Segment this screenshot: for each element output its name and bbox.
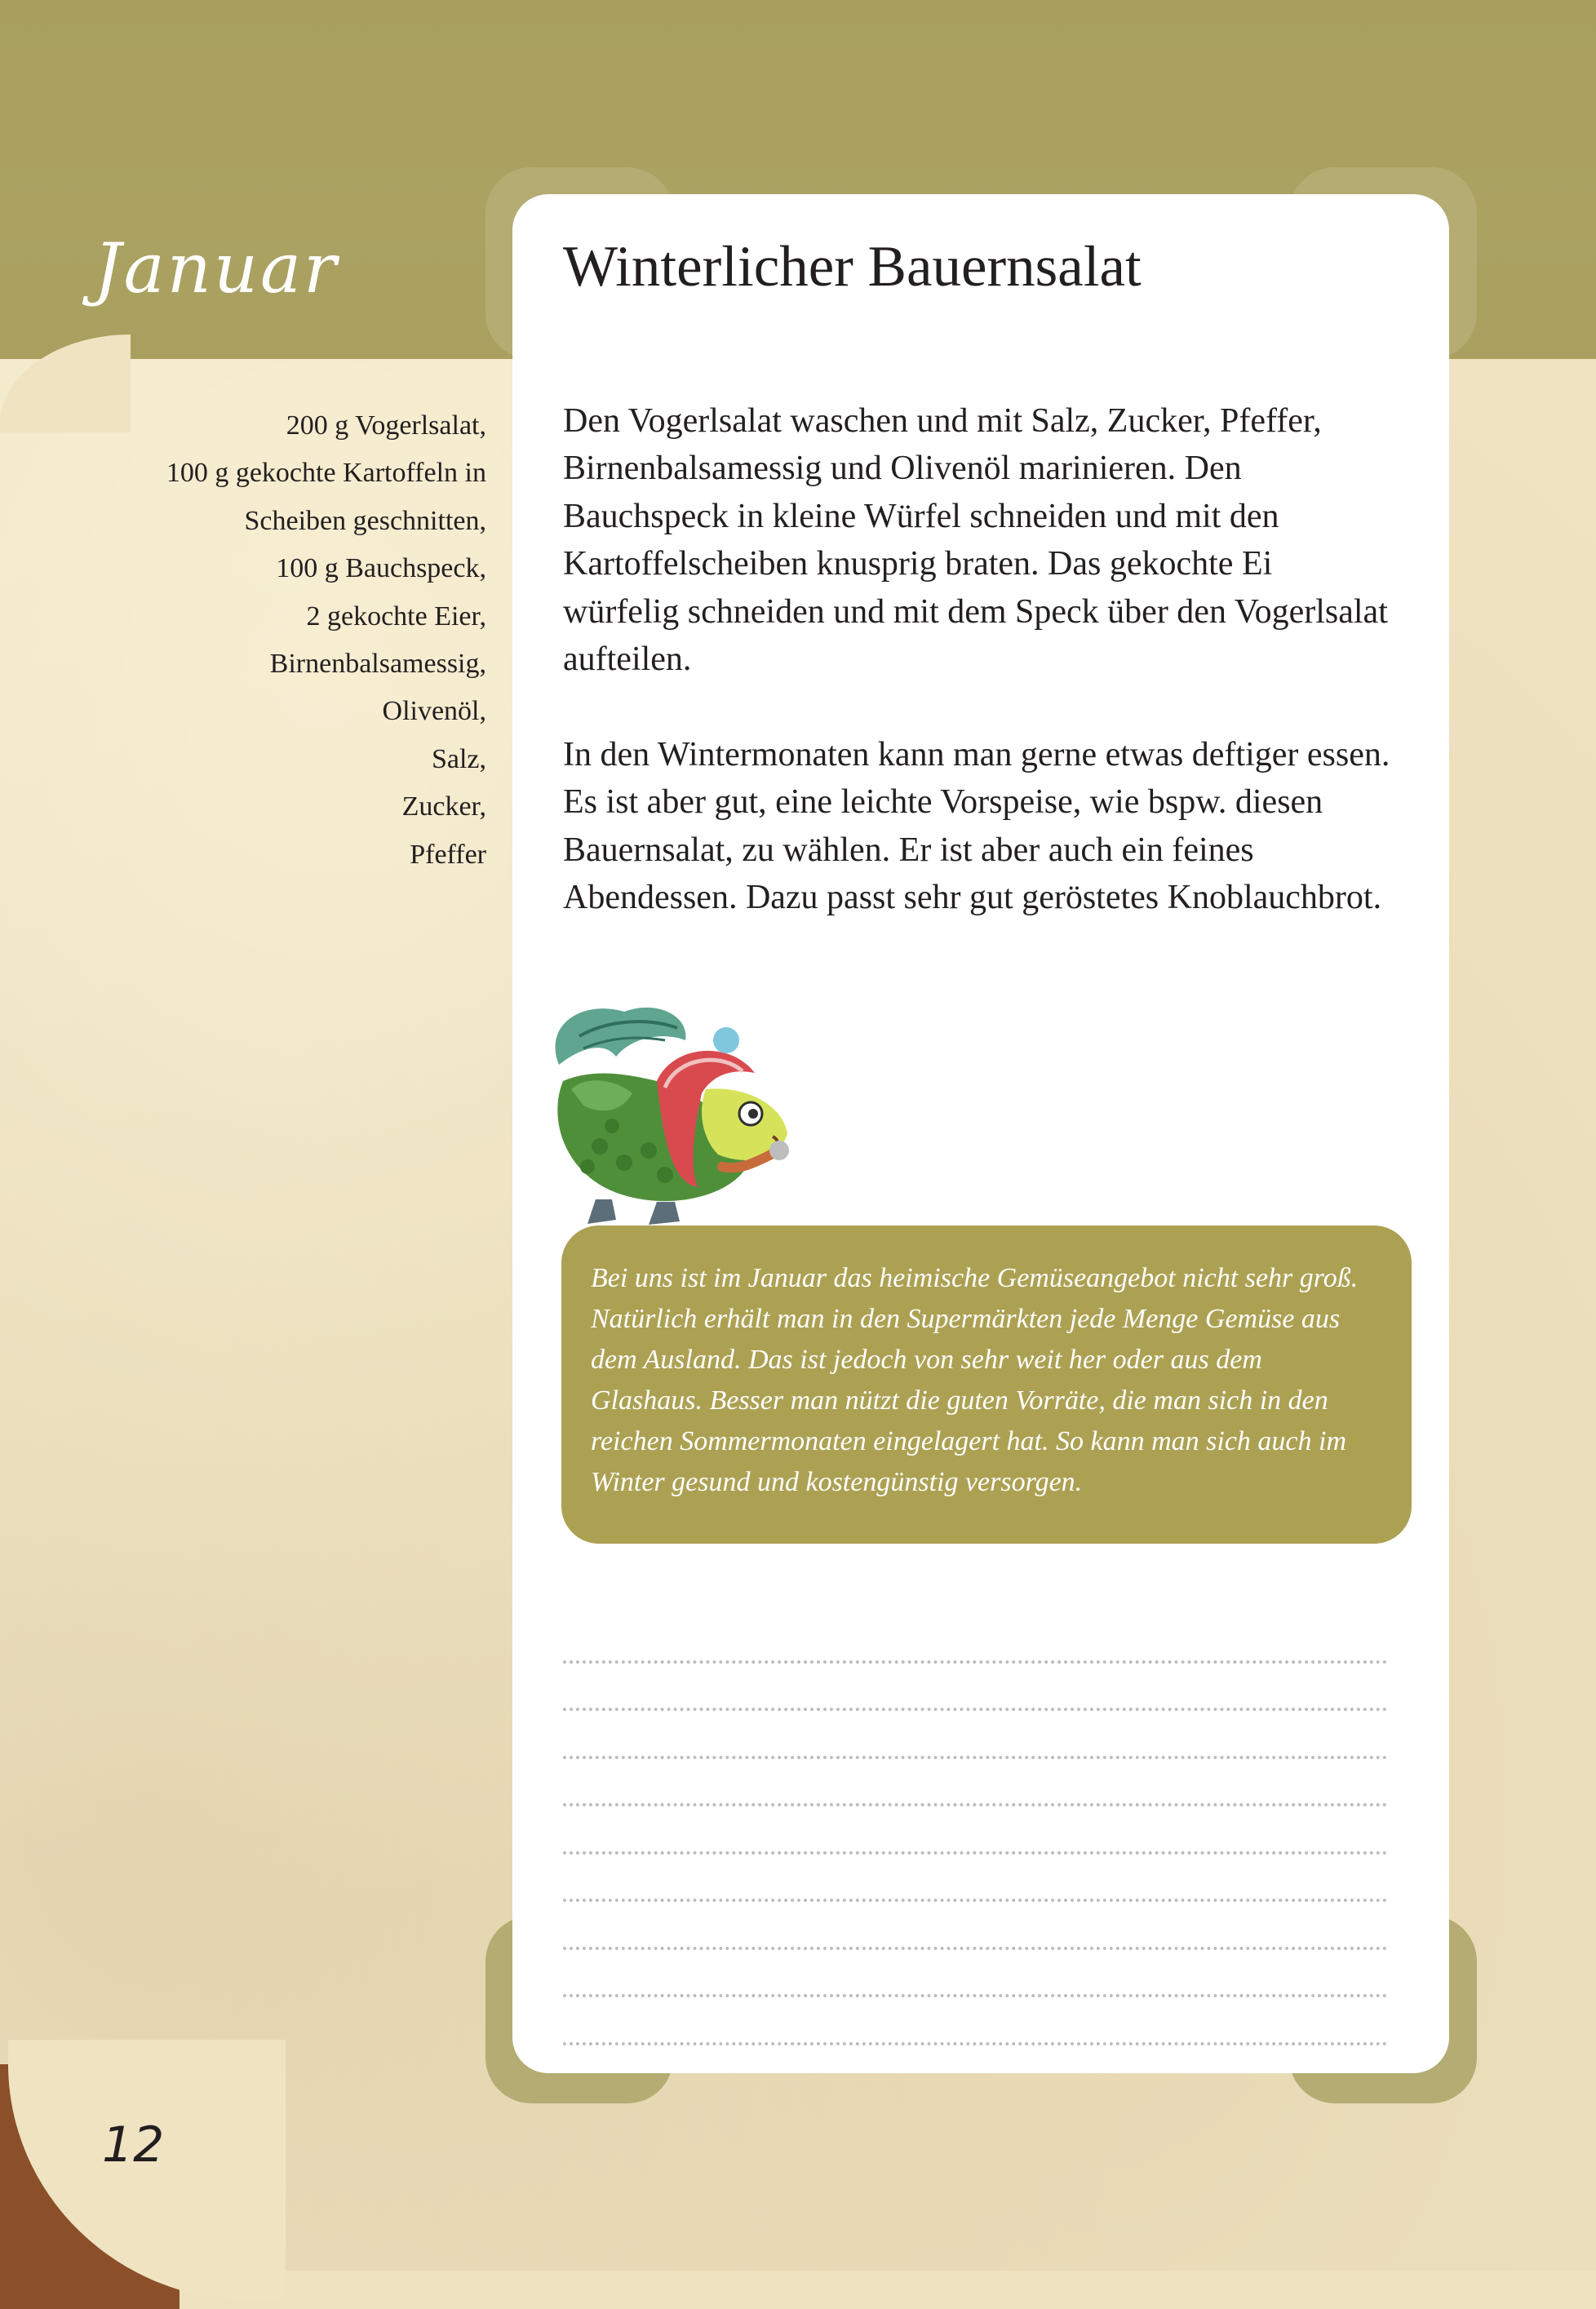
recipe-note: In den Wintermonaten kann man gerne etwas deftiger essen. Es ist aber gut, eine leichte Vorspeise, wie bspw. diesen Bauernsalat, zu wählen. Er ist aber auch ein feines Abendessen. Dazu passt sehr gut geröstetes Knoblauchbrot.	[563, 735, 1390, 917]
ingredient-item: Salz,	[431, 743, 486, 774]
ingredient-item: Olivenöl,	[382, 696, 486, 727]
ingredient-item: 2 gekochte Eier,	[306, 601, 486, 632]
ingredient-item: Scheiben geschnitten,	[244, 505, 486, 536]
recipe-body	[563, 397, 1395, 921]
tip-text: Bei uns ist im Januar das heimische Gemüseangebot nicht sehr groß. Natürlich erhält man in den Supermärkten jede Menge Gemüse aus dem Ausland. Das ist jedoch von sehr weit her oder aus dem Glashaus. Besser man nützt die guten Vorräte, die man sich in den reichen Sommermonaten eingelagert hat. So kann man sich auch im Winter gesund und kostengünstig versorgen.	[591, 1263, 1359, 1497]
note-line[interactable]	[563, 1950, 1387, 1998]
month-title: Januar	[94, 228, 339, 308]
recipe-instructions: Den Vogerlsalat waschen und mit Salz, Zucker, Pfeffer, Birnenbalsamessig und Olivenöl marinieren. Den Bauchspeck in kleine Würfel schneiden und mit den Kartoffelscheiben knusprig braten. Das gekochte Ei würfelig schneiden und mit dem Speck über den Vogerlsalat aufteilen.	[563, 402, 1388, 679]
note-line[interactable]	[563, 1997, 1387, 2045]
note-line[interactable]	[563, 1806, 1387, 1855]
ingredient-item: 100 g Bauchspeck,	[276, 553, 486, 584]
notes-area[interactable]	[563, 1615, 1387, 2045]
recipe-title: Winterlicher Bauernsalat	[563, 235, 1142, 299]
tip-box	[561, 1225, 1412, 1544]
fish-with-scarf-icon	[534, 991, 845, 1252]
ingredients-list	[98, 402, 486, 879]
note-line[interactable]	[563, 1664, 1387, 1712]
note-line[interactable]	[563, 1759, 1387, 1807]
note-line[interactable]	[563, 1902, 1387, 1950]
note-line[interactable]	[563, 1711, 1387, 1759]
ingredient-item: Zucker,	[401, 791, 486, 822]
ingredient-item: 100 g gekochte Kartoffeln in	[166, 458, 486, 489]
ingredient-item: 200 g Vogerlsalat,	[286, 410, 486, 441]
ingredient-item: Birnenbalsamessig,	[269, 649, 486, 680]
note-line[interactable]	[563, 1615, 1387, 1664]
page-number: 12	[102, 2116, 165, 2174]
ingredient-item: Pfeffer	[410, 839, 486, 870]
note-line[interactable]	[563, 1855, 1387, 1903]
